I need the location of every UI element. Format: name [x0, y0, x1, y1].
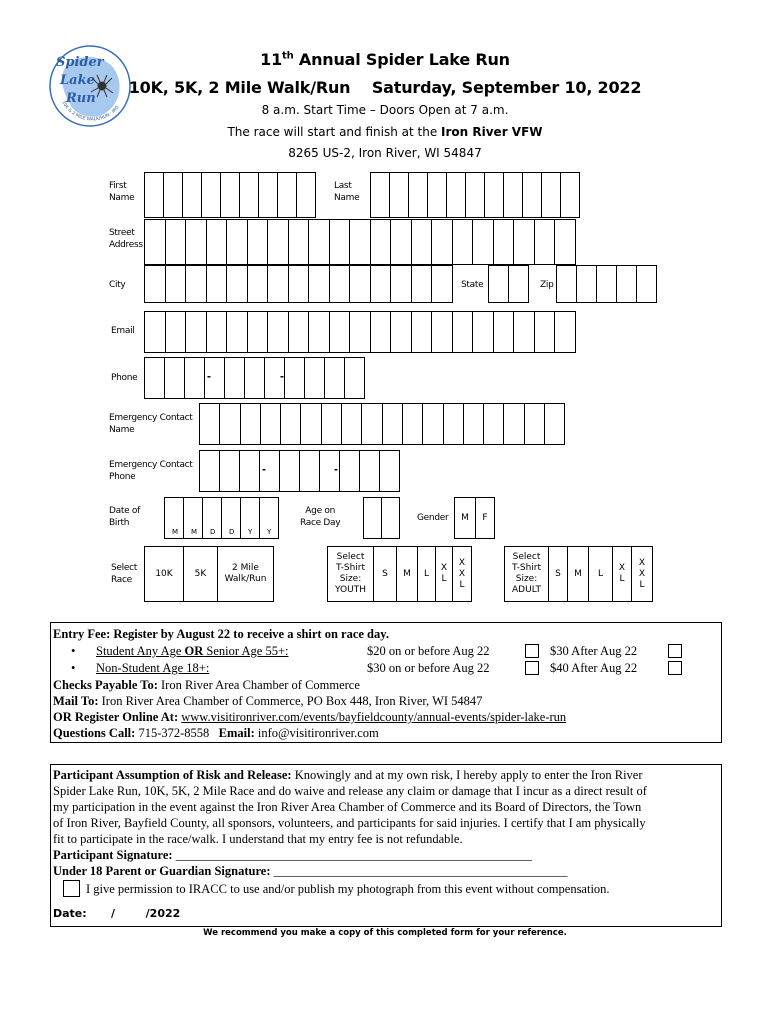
register-online-link[interactable]: www.visitironriver.com/events/bayfieldcounty/annual-events/spider-lake-run: [181, 710, 567, 724]
letter-box[interactable]: [544, 403, 565, 445]
letter-box[interactable]: [226, 311, 248, 353]
risk-line-2: Spider Lake Run, 10K, 5K, 2 Mile Race and do waive and release any claim or damage that I incur as a direct result of: [53, 784, 647, 798]
race-2mile[interactable]: 2 Mile Walk/Run: [217, 546, 274, 602]
letter-box[interactable]: [522, 172, 542, 218]
letter-box[interactable]: [560, 172, 580, 218]
street-field[interactable]: [144, 219, 575, 265]
dob-format-letter: M: [172, 528, 179, 536]
logo-word-spider: Spider: [56, 55, 104, 70]
risk-release-section: [50, 764, 722, 927]
letter-box[interactable]: [359, 450, 380, 492]
start-time: 8 a.m. Start Time – Doors Open at 7 a.m.: [261, 103, 509, 117]
letter-box[interactable]: [431, 311, 453, 353]
letter-box[interactable]: [493, 219, 515, 265]
letter-box[interactable]: [220, 172, 240, 218]
youth-size-4[interactable]: X X L: [452, 546, 472, 602]
youth-size-1[interactable]: M: [396, 546, 418, 602]
letter-box[interactable]: [165, 219, 187, 265]
letter-box[interactable]: [308, 311, 330, 353]
page-title: 11th Annual Spider Lake Run: [260, 50, 510, 69]
venue-text: The race will start and finish at the: [227, 125, 442, 139]
letter-box[interactable]: [363, 497, 382, 539]
letter-box[interactable]: [219, 450, 240, 492]
letter-box[interactable]: [344, 357, 365, 399]
letter-box[interactable]: [390, 265, 412, 303]
letter-box[interactable]: [201, 172, 221, 218]
letter-box[interactable]: [267, 219, 289, 265]
letter-box[interactable]: [370, 172, 390, 218]
letter-box[interactable]: [185, 219, 207, 265]
nonstudent-early: $30 on or before Aug 22: [367, 661, 490, 675]
letter-box[interactable]: [465, 172, 485, 218]
letter-box[interactable]: [370, 265, 392, 303]
letter-box[interactable]: [341, 403, 362, 445]
letter-box[interactable]: [427, 172, 447, 218]
letter-box[interactable]: [411, 265, 433, 303]
letter-box[interactable]: [144, 357, 165, 399]
letter-box[interactable]: [431, 265, 453, 303]
nonstudent-late-checkbox[interactable]: [668, 661, 682, 675]
letter-box[interactable]: [503, 172, 523, 218]
letter-box[interactable]: [379, 450, 400, 492]
email-field[interactable]: [144, 311, 575, 353]
letter-box[interactable]: [472, 311, 494, 353]
photo-permission: I give permission to IRACC to use and/or publish my photograph from this event without compensation.: [63, 880, 610, 897]
risk-line-4: of Iron River, Bayfield County, all sponsors, volunteers, and participants for said injuries. I certify that I am physically: [53, 816, 646, 830]
letter-box[interactable]: [389, 172, 409, 218]
adult-size-1[interactable]: M: [567, 546, 589, 602]
letter-box[interactable]: [524, 403, 545, 445]
date-label: Date:: [53, 907, 87, 920]
letter-box[interactable]: [382, 403, 403, 445]
letter-box[interactable]: [165, 311, 187, 353]
letter-box[interactable]: [411, 219, 433, 265]
ec-name-field[interactable]: [199, 403, 564, 445]
letter-box[interactable]: [224, 357, 245, 399]
nonstudent-early-checkbox[interactable]: [525, 661, 539, 675]
ec-phone-label: Emergency Contact Phone: [109, 460, 193, 482]
letter-box[interactable]: [508, 265, 529, 303]
photo-permission-checkbox[interactable]: [63, 880, 80, 897]
last-name-label: Last Name: [334, 181, 360, 203]
risk-line-1: Participant Assumption of Risk and Release: Knowingly and at my own risk, I hereby apply to enter the Iron River: [53, 768, 643, 782]
youth-size-2[interactable]: L: [417, 546, 436, 602]
risk-line-3: my participation in the event against the Iron River Area Chamber of Commerce and its Board of Directors, the Town: [53, 800, 642, 814]
street-label: Street Address: [109, 228, 143, 250]
letter-box[interactable]: [206, 311, 228, 353]
title-text: Annual Spider Lake Run: [293, 50, 510, 69]
letter-box[interactable]: [488, 265, 509, 303]
letter-box[interactable]: [493, 311, 515, 353]
letter-box[interactable]: [258, 172, 278, 218]
letter-box[interactable]: [267, 265, 289, 303]
title-superscript: th: [282, 50, 294, 62]
participant-signature[interactable]: Participant Signature: _________________________________________________________: [53, 848, 532, 862]
ec-name-label: Emergency Contact Name: [109, 413, 193, 435]
letter-box[interactable]: [446, 172, 466, 218]
zip-label: Zip: [540, 280, 554, 290]
student-label: Student Any Age OR Senior Age 55+:: [96, 644, 289, 658]
letter-box[interactable]: [554, 219, 576, 265]
state-field[interactable]: [488, 265, 528, 303]
state-label: State: [461, 280, 484, 290]
letter-box[interactable]: [199, 450, 220, 492]
letter-box[interactable]: [321, 403, 342, 445]
select-race-label: Select Race: [111, 563, 137, 585]
letter-box[interactable]: [541, 172, 561, 218]
letter-box[interactable]: [300, 403, 321, 445]
race-10k[interactable]: 10K: [144, 546, 184, 602]
letter-box[interactable]: [284, 357, 305, 399]
letter-box[interactable]: [144, 219, 166, 265]
date-row: [53, 906, 181, 922]
page-subtitle: 10K, 5K, 2 Mile Walk/Run Saturday, September 10, 2022: [128, 78, 642, 97]
letter-box[interactable]: [247, 219, 269, 265]
letter-box[interactable]: [513, 311, 535, 353]
letter-box[interactable]: [164, 357, 185, 399]
letter-box[interactable]: [240, 403, 261, 445]
date-value[interactable]: / /2022: [111, 907, 181, 920]
letter-box[interactable]: [288, 219, 310, 265]
dob-format-letter: Y: [248, 528, 253, 536]
gender-f[interactable]: F: [475, 497, 495, 539]
dob-format-letter: M: [191, 528, 198, 536]
ec-phone-field[interactable]: [199, 450, 399, 492]
venue-name: Iron River VFW: [441, 125, 543, 139]
footer-note: We recommend you make a copy of this completed form for your reference.: [203, 928, 567, 938]
letter-box[interactable]: [226, 265, 248, 303]
letter-box[interactable]: [206, 219, 228, 265]
letter-box[interactable]: [349, 219, 371, 265]
dob-field[interactable]: [164, 497, 278, 539]
adult-size-2[interactable]: L: [588, 546, 613, 602]
letter-box[interactable]: [402, 403, 423, 445]
letter-box[interactable]: [339, 450, 360, 492]
risk-line-5: fit to participate in the race/walk. I understand that my entry fee is not refundable.: [53, 832, 463, 846]
age-label: Age on Race Day: [300, 506, 341, 528]
letter-box[interactable]: [260, 403, 281, 445]
letter-box[interactable]: [361, 403, 382, 445]
student-late-checkbox[interactable]: [668, 644, 682, 658]
phone-label: Phone: [111, 373, 138, 383]
venue: [0, 125, 770, 139]
logo-word-run: Run: [66, 91, 96, 106]
logo-ring-text: 10K & 2 MILE WALK/RUN · IRO: [60, 100, 121, 123]
adult-size-3[interactable]: X L: [612, 546, 632, 602]
letter-box[interactable]: [304, 357, 325, 399]
letter-box[interactable]: [390, 311, 412, 353]
entry-fee-section: [50, 622, 722, 743]
letter-box[interactable]: [299, 450, 320, 492]
questions: Questions Call: 715-372-8558 Email: info@visitironriver.com: [53, 726, 379, 740]
youth-size-0[interactable]: S: [373, 546, 397, 602]
letter-box[interactable]: [463, 403, 484, 445]
letter-box[interactable]: [381, 497, 400, 539]
letter-box[interactable]: [288, 265, 310, 303]
ec-phone-dash-1: -: [262, 462, 266, 476]
letter-box[interactable]: [144, 311, 166, 353]
letter-box[interactable]: [636, 265, 657, 303]
letter-box[interactable]: [513, 219, 535, 265]
letter-box[interactable]: [182, 172, 202, 218]
letter-box[interactable]: [144, 172, 164, 218]
letter-box[interactable]: [329, 311, 351, 353]
letter-box[interactable]: [185, 265, 207, 303]
letter-box[interactable]: [244, 357, 265, 399]
letter-box[interactable]: [226, 219, 248, 265]
letter-box[interactable]: [185, 311, 207, 353]
letter-box[interactable]: [329, 219, 351, 265]
zip-field[interactable]: [556, 265, 656, 303]
ec-phone-dash-2: -: [334, 462, 338, 476]
letter-box[interactable]: [483, 403, 504, 445]
age-field[interactable]: [363, 497, 399, 539]
letter-box[interactable]: [279, 450, 300, 492]
address: 8265 US-2, Iron River, WI 54847: [288, 146, 482, 160]
fee-heading: Entry Fee: Register by August 22 to receive a shirt on race day.: [53, 627, 389, 641]
dob-format-letter: D: [210, 528, 216, 536]
letter-box[interactable]: [370, 219, 392, 265]
nonstudent-label: Non-Student Age 18+:: [96, 661, 210, 675]
letter-box[interactable]: [324, 357, 345, 399]
letter-box[interactable]: [199, 403, 220, 445]
phone-dash-2: -: [280, 369, 284, 383]
letter-box[interactable]: [576, 265, 597, 303]
letter-box[interactable]: [534, 311, 556, 353]
letter-box[interactable]: [247, 311, 269, 353]
letter-box[interactable]: [534, 219, 556, 265]
letter-box[interactable]: [370, 311, 392, 353]
letter-box[interactable]: [503, 403, 524, 445]
letter-box[interactable]: [443, 403, 464, 445]
letter-box[interactable]: [144, 265, 166, 303]
letter-box[interactable]: [296, 172, 316, 218]
letter-box[interactable]: [308, 219, 330, 265]
letter-box[interactable]: [422, 403, 443, 445]
letter-box[interactable]: [206, 265, 228, 303]
letter-box[interactable]: [329, 265, 351, 303]
letter-box[interactable]: [596, 265, 617, 303]
letter-box[interactable]: [390, 219, 412, 265]
student-late: $30 After Aug 22: [550, 644, 638, 658]
letter-box[interactable]: [219, 403, 240, 445]
logo-word-lake: Lake: [60, 73, 95, 88]
phone-field[interactable]: [144, 357, 364, 399]
letter-box[interactable]: [452, 219, 474, 265]
youth-shirt-label: Select T-Shirt Size: YOUTH: [327, 546, 374, 602]
letter-box[interactable]: [184, 357, 205, 399]
guardian-signature[interactable]: Under 18 Parent or Guardian Signature: _______________________________________________: [53, 864, 568, 878]
letter-box[interactable]: [484, 172, 504, 218]
adult-size-0[interactable]: S: [548, 546, 568, 602]
dob-format-letter: D: [229, 528, 235, 536]
letter-box[interactable]: [472, 219, 494, 265]
mail-to: Mail To: Iron River Area Chamber of Commerce, PO Box 448, Iron River, WI 54847: [53, 694, 483, 708]
city-field[interactable]: [144, 265, 452, 303]
letter-box[interactable]: [308, 265, 330, 303]
first-name-field[interactable]: [144, 172, 315, 218]
bullet-icon: •: [71, 661, 76, 675]
letter-box[interactable]: [239, 172, 259, 218]
checks-payable: Checks Payable To: Iron River Area Chamber of Commerce: [53, 678, 360, 692]
adult-size-4[interactable]: X X L: [631, 546, 653, 602]
letter-box[interactable]: [280, 403, 301, 445]
dob-format-letter: Y: [267, 528, 272, 536]
race-5k[interactable]: 5K: [183, 546, 218, 602]
adult-shirt-label: Select T-Shirt Size: ADULT: [504, 546, 549, 602]
letter-box[interactable]: [408, 172, 428, 218]
register-online: OR Register Online At: www.visitironriver.com/events/bayfieldcounty/annual-events/spider-lake-run: [53, 710, 567, 724]
letter-box[interactable]: [452, 311, 474, 353]
email-label: Email: [111, 326, 135, 336]
gender-label: Gender: [417, 513, 449, 523]
student-early: $20 on or before Aug 22: [367, 644, 490, 658]
student-early-checkbox[interactable]: [525, 644, 539, 658]
letter-box[interactable]: [349, 265, 371, 303]
letter-box[interactable]: [163, 172, 183, 218]
last-name-field[interactable]: [370, 172, 579, 218]
letter-box[interactable]: [349, 311, 371, 353]
phone-dash-1: -: [207, 369, 211, 383]
letter-box[interactable]: [165, 265, 187, 303]
letter-box[interactable]: [556, 265, 577, 303]
letter-box[interactable]: [267, 311, 289, 353]
letter-box[interactable]: [247, 265, 269, 303]
first-name-label: First Name: [109, 181, 135, 203]
letter-box[interactable]: [288, 311, 310, 353]
letter-box[interactable]: [411, 311, 433, 353]
letter-box[interactable]: [277, 172, 297, 218]
bullet-icon: •: [71, 644, 76, 658]
letter-box[interactable]: [239, 450, 260, 492]
gender-m[interactable]: M: [454, 497, 476, 539]
letter-box[interactable]: [554, 311, 576, 353]
youth-size-3[interactable]: X L: [435, 546, 453, 602]
letter-box[interactable]: [616, 265, 637, 303]
city-label: City: [109, 280, 126, 290]
nonstudent-late: $40 After Aug 22: [550, 661, 638, 675]
letter-box[interactable]: [431, 219, 453, 265]
dob-label: Date of Birth: [109, 506, 140, 528]
